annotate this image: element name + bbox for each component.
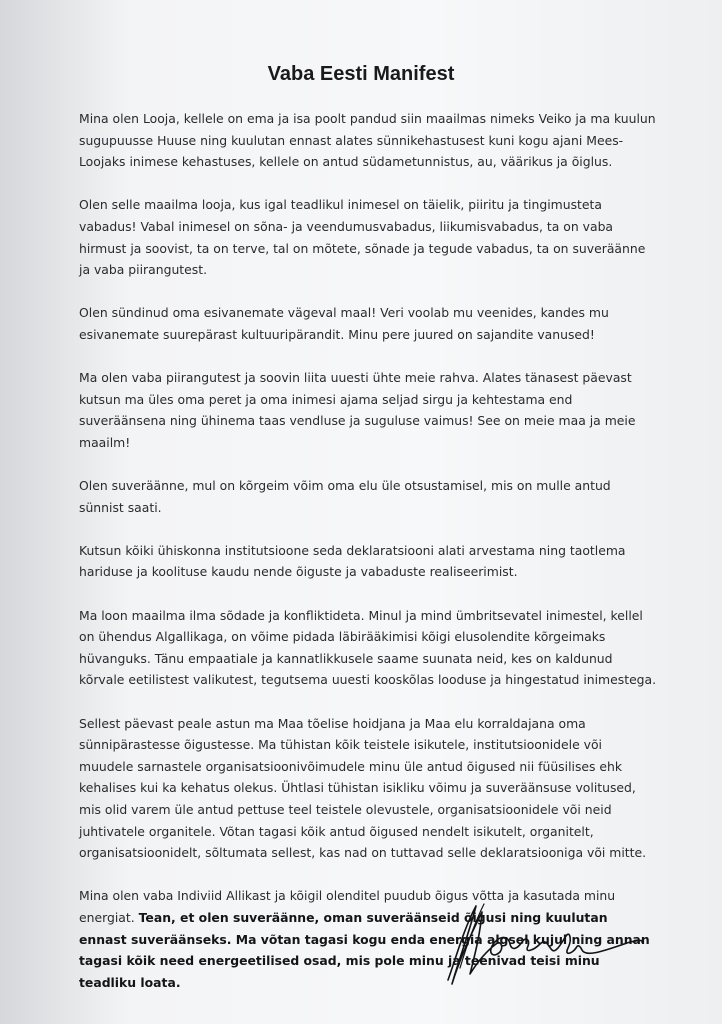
document-title: Vaba Eesti Manifest (267, 63, 455, 85)
handwritten-signature (430, 888, 650, 998)
paragraph-9-bold: Tean, et olen suveräänne, oman suveräänseid õigusi ning kuulutan ennast suveräänseks. Ma võtan tagasi kogu enda energia algsel kujul ning annan tagasi kõik need energeetilised osad, mis pole minu ja teenivad teisi minu teadliku loata. (79, 909, 650, 990)
paragraph-5: Olen suveräänne, mul on kõrgeim võim oma elu üle otsustamisel, mis on mulle antud sünnist saati. (79, 478, 611, 515)
paragraph-7: Ma loon maailma ilma sõdade ja konfliktideta. Minul ja mind ümbritsevatel inimestel, kellel on ühendus Algallikaga, on võime pidada läbirääkimisi kõigi elusolendite kõrgeimaks hüvanguks. Tänu empaatiale ja kannatlikkusele saame suunata neid, kes on kaldunud kõrvale eetilistest valikutest, tegutsema uuesti kooskõlas looduse ja hingestatud inimestega. (79, 607, 657, 688)
document-body (79, 108, 659, 1015)
paragraph-9-normal: Mina olen vaba Indiviid Allikast ja kõigil olenditel puudub õigus võtta ja kasutada minu energiat. (79, 888, 616, 925)
paragraph-6: Kutsun kõiki ühiskonna institutsioone seda deklaratsiooni alati arvestama ning taotlema hariduse ja koolituse kaudu nende õiguste ja vabaduste realiseerimist. (79, 542, 626, 580)
paragraph-4: Ma olen vaba piirangutest ja soovin liita uuesti ühte meie rahva. Alates tänasest päevast kutsun ma üles oma peret ja oma inimesi ajama seljad sirgu ja kehtestama end suveräänsena ning ühinema taas vendluse ja suguluse vaimus! See on meie maa ja meie maailm! (79, 370, 636, 450)
paragraph-1: Mina olen Looja, kellele on ema ja isa poolt pandud siin maailmas nimeks Veiko ja ma kuulun sugupuusse Huuse ning kuulutan ennast alates sünnikehastusest kuni kogu ajani Mees-Loojaks inimese kehastuses, kellele on antud südametunnistus, au, väärikus ja õiglus. (79, 111, 656, 170)
paragraph-8: Sellest päevast peale astun ma Maa tõelise hoidjana ja Maa elu korraldajana oma sünnipärastesse õigustesse. Ma tühistan kõik teistele isikutele, institutsioonidele või muudele sarnastele organisatsioonivõimudele minu üle antud õigused nii füüsilises ehk kehalises kui ka kehatus olekus. Ühtlasi tühistan isikliku võimu ja suveräänsuse volitused, mis olid varem üle antud pettuse teel teistele olevustele, organisatsioonidele või neid juhtivatele organitele. Võtan tagasi kõik antud õigused nendelt isikutelt, organitelt, organisatsioonidelt, sõltumata sellest, kas nad on tuttavad selle deklaratsiooniga või mitte. (79, 715, 647, 861)
paragraph-2: Olen selle maailma looja, kus igal teadlikul inimesel on täielik, piiritu ja tingimusteta vabadus! Vabal inimesel on sõna- ja veendumusvabadus, liikumisvabadus, ta on vaba hirmust ja soovist, ta on terve, tal on mõtete, sõnade ja tegude vabadus, ta on suveräänne ja vaba piirangutest. (79, 197, 646, 278)
paragraph-3: Olen sündinud oma esivanemate vägeval maal! Veri voolab mu veenides, kandes mu esivanemate suurepärast kultuuripärandit. Minu pere juured on sajandite vanused! (79, 305, 609, 342)
